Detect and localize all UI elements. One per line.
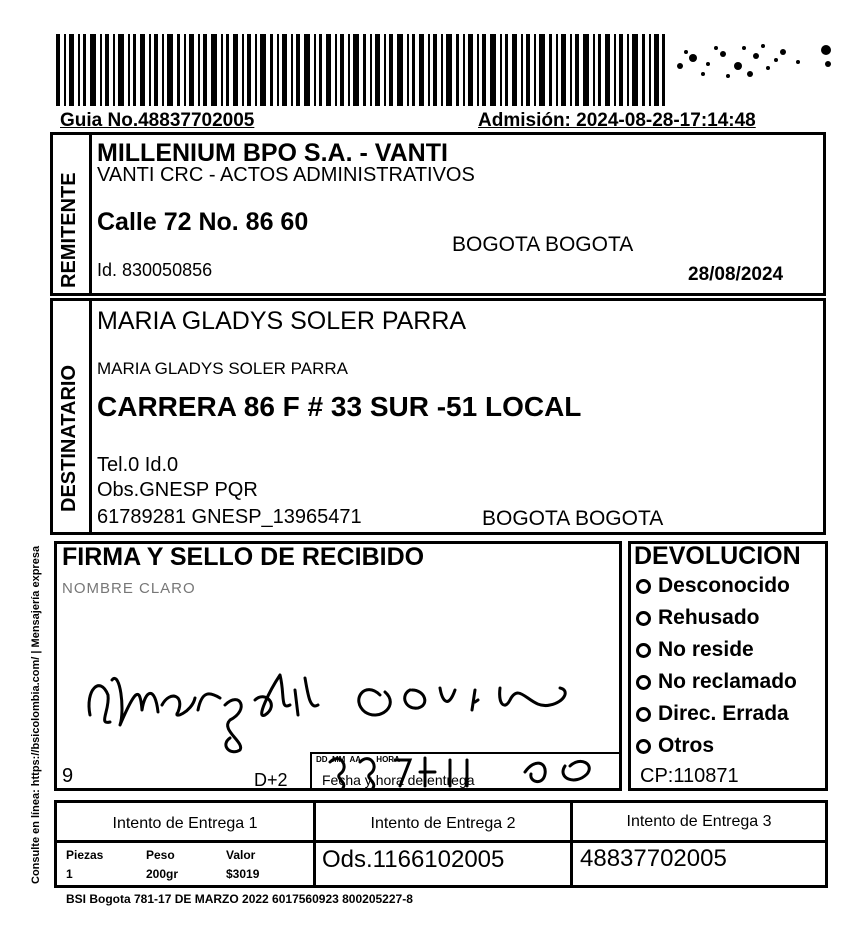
peso-value: 200gr bbox=[146, 867, 179, 881]
destinatario-city: BOGOTA BOGOTA bbox=[482, 507, 664, 530]
remitente-id: Id. 830050856 bbox=[97, 260, 213, 280]
guia-number: Guia No.48837702005 bbox=[60, 110, 255, 131]
devolucion-option-otros[interactable]: Otros bbox=[636, 730, 797, 762]
admision-datetime: Admisión: 2024-08-28-17:14:48 bbox=[478, 110, 756, 131]
destinatario-name: MARIA GLADYS SOLER PARRA bbox=[97, 307, 467, 335]
radio-icon[interactable] bbox=[636, 579, 651, 594]
route-code: 9 bbox=[62, 765, 74, 787]
remitente-label: REMITENTE bbox=[58, 172, 80, 288]
destinatario-name-small: MARIA GLADYS SOLER PARRA bbox=[97, 359, 348, 378]
devolucion-option-no-reclamado[interactable]: No reclamado bbox=[636, 666, 797, 698]
intento-entrega-3: Intento de Entrega 3 bbox=[626, 813, 772, 830]
intento-entrega-1: Intento de Entrega 1 bbox=[112, 815, 258, 832]
radio-icon[interactable] bbox=[636, 707, 651, 722]
destinatario-divider bbox=[89, 301, 92, 532]
barcode bbox=[56, 34, 666, 106]
side-info-text: Consulte en línea: https://bsicolombia.com/ | Mensajería expresa bbox=[30, 545, 42, 884]
delivery-code: D+2 bbox=[254, 770, 288, 790]
destinatario-label: DESTINATARIO bbox=[58, 364, 80, 512]
devolucion-option-rehusado[interactable]: Rehusado bbox=[636, 602, 797, 634]
radio-icon[interactable] bbox=[636, 675, 651, 690]
firma-title: FIRMA Y SELLO DE RECIBIDO bbox=[62, 543, 425, 571]
remitente-address: Calle 72 No. 86 60 bbox=[97, 208, 309, 236]
remitente-department: VANTI CRC - ACTOS ADMINISTRATIVOS bbox=[97, 164, 475, 186]
tracking-number: 48837702005 bbox=[580, 845, 727, 872]
radio-icon[interactable] bbox=[636, 643, 651, 658]
devolucion-option-direc-errada[interactable]: Direc. Errada bbox=[636, 698, 797, 730]
stamp-speckle bbox=[668, 36, 838, 86]
nombre-claro-label: NOMBRE CLARO bbox=[62, 580, 196, 597]
devolucion-title: DEVOLUCION bbox=[634, 542, 801, 570]
ods-number: Ods.1166102005 bbox=[322, 846, 505, 873]
date-field-labels: DD MM AA HORA bbox=[316, 755, 400, 764]
destinatario-address: CARRERA 86 F # 33 SUR -51 LOCAL bbox=[97, 391, 582, 422]
devolucion-option-desconocido[interactable]: Desconocido bbox=[636, 570, 797, 602]
remitente-date: 28/08/2024 bbox=[688, 264, 784, 285]
intentos-row-divider bbox=[57, 840, 825, 843]
remitente-divider bbox=[89, 135, 92, 293]
peso-label: Peso bbox=[146, 848, 175, 862]
footer-text: BSI Bogota 781-17 DE MARZO 2022 6017560923 800205227-8 bbox=[66, 892, 413, 906]
destinatario-ref: 61789281 GNESP_13965471 bbox=[97, 506, 362, 528]
handwritten-date bbox=[325, 752, 615, 790]
handwritten-signature bbox=[80, 650, 580, 760]
devolucion-option-no-reside[interactable]: No reside bbox=[636, 634, 797, 666]
devolucion-options bbox=[636, 570, 797, 762]
radio-icon[interactable] bbox=[636, 739, 651, 754]
valor-value: $3019 bbox=[226, 867, 260, 881]
piezas-label: Piezas bbox=[66, 848, 104, 862]
piezas-value: 1 bbox=[66, 867, 73, 881]
fecha-entrega-label: Fecha y hora de entrega bbox=[322, 772, 475, 788]
remitente-city: BOGOTA BOGOTA bbox=[452, 233, 634, 256]
postal-code: CP:110871 bbox=[640, 765, 739, 787]
radio-icon[interactable] bbox=[636, 611, 651, 626]
valor-label: Valor bbox=[226, 848, 256, 862]
destinatario-obs: Obs.GNESP PQR bbox=[97, 479, 258, 501]
intento-entrega-2: Intento de Entrega 2 bbox=[370, 815, 516, 832]
destinatario-tel: Tel.0 Id.0 bbox=[97, 454, 179, 476]
remitente-company: MILLENIUM BPO S.A. - VANTI bbox=[97, 139, 448, 167]
